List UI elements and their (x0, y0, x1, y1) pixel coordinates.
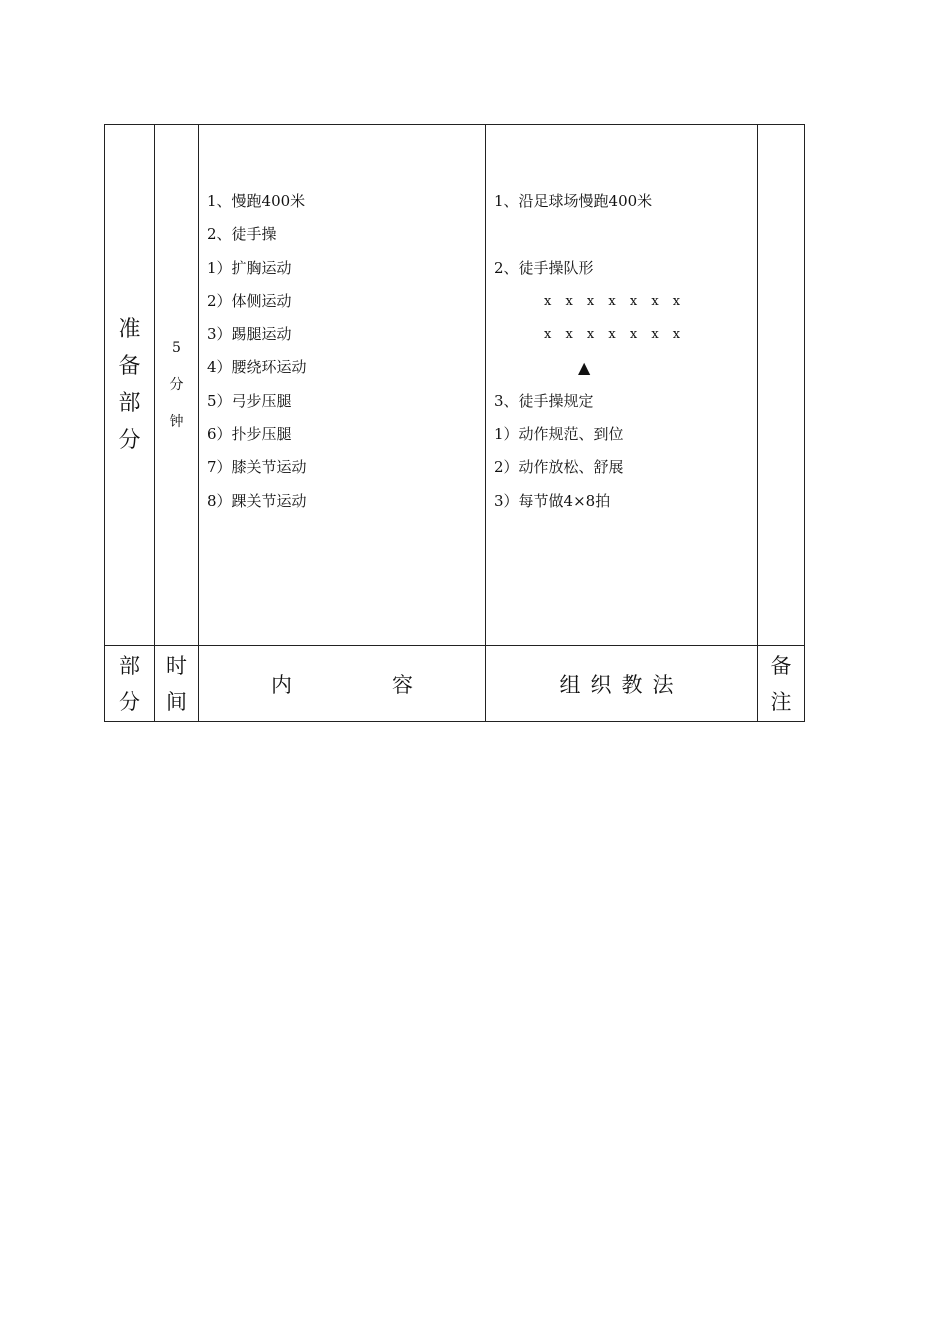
header-remarks-label (758, 646, 804, 721)
warmup-row (105, 125, 805, 646)
content-item: 8）踝关节运动 (207, 491, 307, 510)
content-item: 4）腰绕环运动 (207, 358, 307, 377)
header-char: 内 (271, 672, 292, 697)
header-content-label (199, 669, 485, 699)
remarks-cell (758, 125, 805, 646)
section-cell (105, 125, 155, 646)
header-method-label: 组织教法 (559, 672, 684, 697)
formation-row: x x x x x x x (544, 293, 686, 309)
content-cell (199, 125, 486, 646)
method-line: 2）动作放松、舒展 (494, 458, 624, 477)
header-char: 注 (770, 689, 792, 714)
teacher-position-icon: ▲ (578, 358, 591, 378)
method-block (486, 125, 757, 518)
section-char: 分 (118, 428, 141, 453)
formation-row: x x x x x x x (544, 327, 686, 343)
time-char: 钟 (169, 413, 184, 430)
header-method-cell (486, 646, 758, 722)
header-char: 间 (166, 689, 187, 714)
header-char: 部 (119, 653, 140, 678)
header-time-cell (155, 646, 199, 722)
content-item: 6）扑步压腿 (207, 425, 292, 444)
header-char: 时 (166, 653, 187, 678)
section-char: 部 (118, 391, 141, 416)
section-char: 准 (118, 317, 141, 342)
method-cell (486, 125, 758, 646)
section-char: 备 (118, 354, 141, 379)
header-section-cell (105, 646, 155, 722)
method-line: 2、徒手操队形 (494, 258, 594, 277)
content-item: 1、慢跑400米 (207, 192, 306, 210)
method-line: 1）动作规范、到位 (494, 425, 624, 444)
time-label (155, 125, 198, 645)
header-section-label (105, 646, 154, 721)
header-char: 容 (392, 672, 413, 697)
content-item: 5）弓步压腿 (207, 391, 292, 410)
time-char: 5 (172, 339, 181, 356)
content-item: 3）踢腿运动 (207, 325, 292, 344)
method-line: 1、沿足球场慢跑400米 (494, 192, 653, 210)
lesson-plan-table (104, 124, 805, 722)
content-item: 1）扩胸运动 (207, 258, 292, 277)
method-line: 3、徒手操规定 (494, 391, 594, 410)
content-list (199, 125, 485, 518)
header-char: 分 (119, 689, 140, 714)
method-gap (494, 218, 757, 251)
content-item: 2、徒手操 (207, 225, 277, 244)
header-time-label (155, 646, 198, 721)
header-content-cell (199, 646, 486, 722)
header-remarks-cell (758, 646, 805, 722)
time-cell (155, 125, 199, 646)
section-label (105, 125, 154, 645)
time-char: 分 (169, 376, 184, 393)
content-item: 2）体侧运动 (207, 291, 292, 310)
header-char: 备 (770, 653, 792, 678)
method-line: 3）每节做4×8拍 (494, 491, 611, 510)
column-header-row (105, 646, 805, 722)
content-item: 7）膝关节运动 (207, 458, 307, 477)
